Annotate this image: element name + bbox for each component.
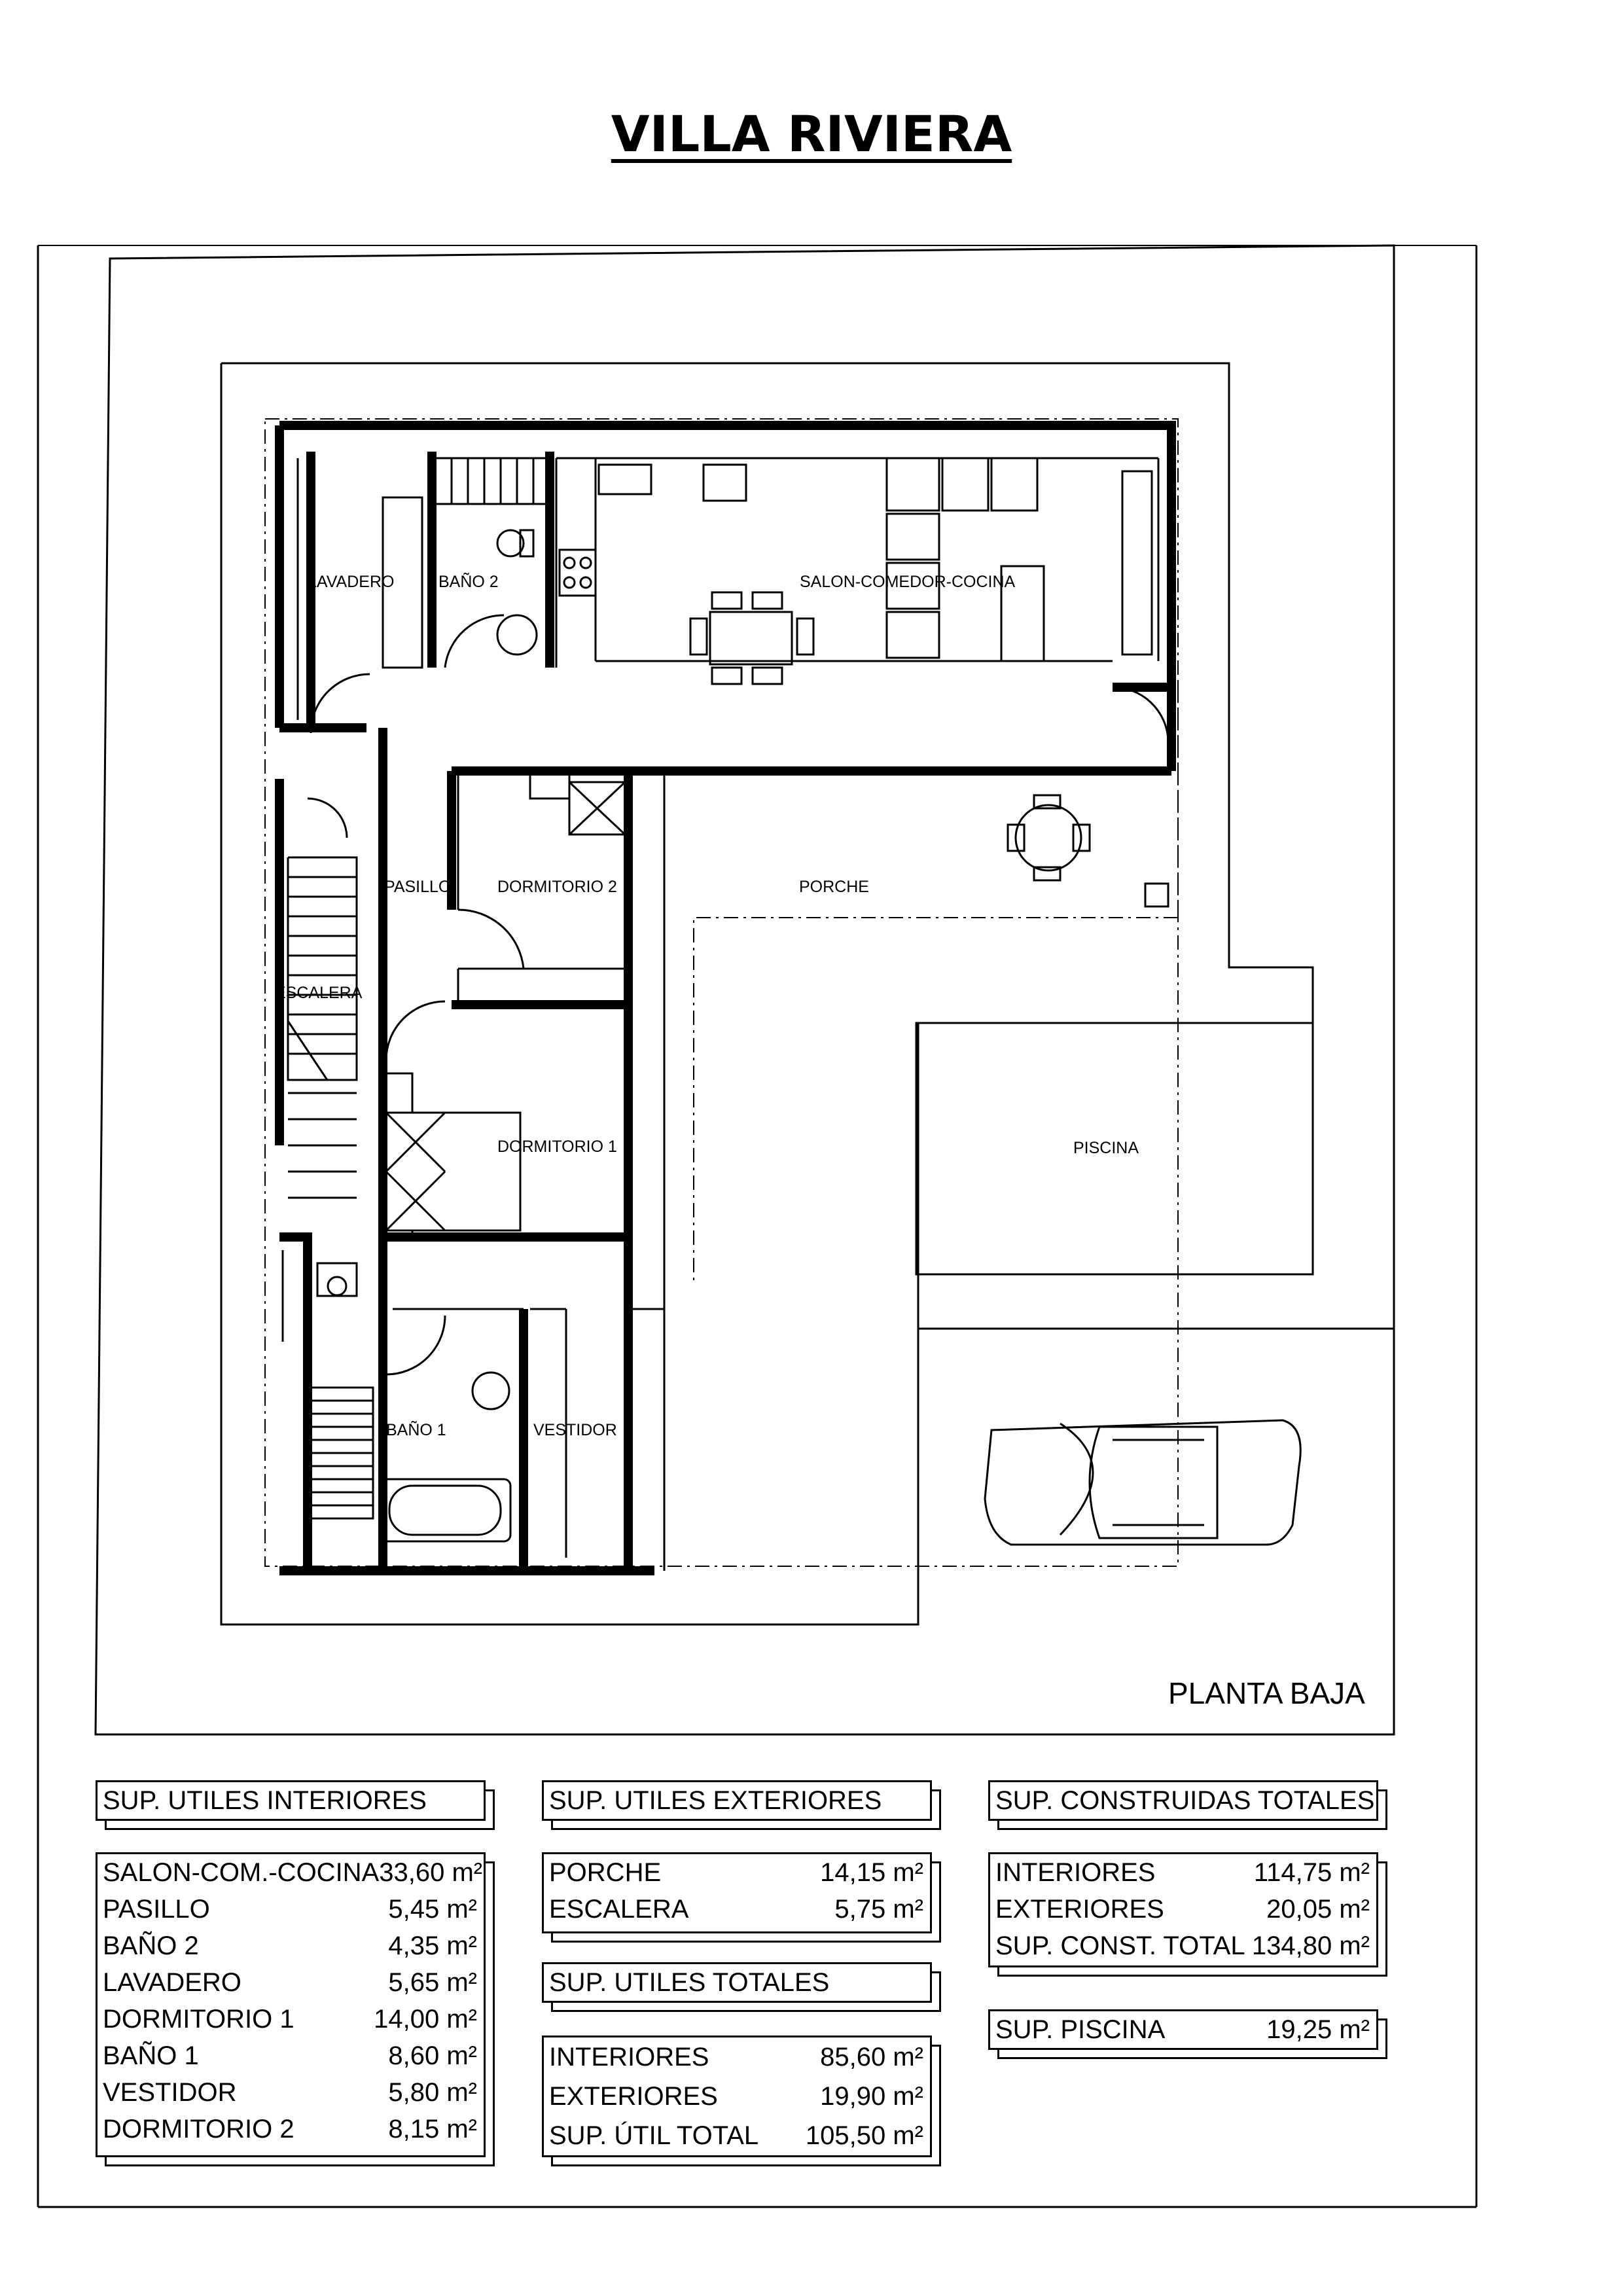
sup-utiles-totales-header: [542, 1962, 932, 2003]
room-label-piscina: PISCINA: [1073, 1139, 1139, 1157]
table-row: [98, 1964, 484, 2001]
table-row: [98, 1854, 484, 1891]
table-row: [98, 1928, 484, 1964]
sup-utiles-exteriores-table: [542, 1852, 932, 1933]
row-label: BAÑO 2: [103, 1931, 199, 1960]
row-label: EXTERIORES: [549, 2082, 718, 2111]
room-label-bano1: BAÑO 1: [386, 1421, 446, 1439]
floor-label: PLANTA BAJA: [1168, 1676, 1365, 1710]
table-header: SUP. UTILES EXTERIORES: [549, 1786, 882, 1815]
table-header: SUP. UTILES INTERIORES: [103, 1786, 427, 1815]
row-label: SUP. ÚTIL TOTAL: [549, 2121, 759, 2150]
table-row: [544, 2037, 930, 2077]
row-value: 85,60 m²: [820, 2043, 923, 2072]
room-label-pasillo: PASILLO: [384, 878, 452, 896]
sup-utiles-interiores-header: [96, 1780, 486, 1821]
sup-utiles-interiores-table: [96, 1852, 486, 2157]
sup-construidas-totales-table: [988, 1852, 1378, 1967]
row-value: 5,45 m²: [388, 1895, 477, 1924]
row-value: 20,05 m²: [1266, 1895, 1370, 1924]
table-header: SUP. CONSTRUIDAS TOTALES: [995, 1786, 1375, 1815]
row-label: BAÑO 1: [103, 2041, 199, 2070]
room-label-escalera: ESCALERA: [275, 984, 363, 1002]
row-label: SUP. CONST. TOTAL: [995, 1931, 1245, 1960]
room-label-porche: PORCHE: [799, 878, 869, 896]
row-label: LAVADERO: [103, 1968, 241, 1997]
page-title: VILLA RIVIERA: [611, 105, 1012, 163]
table-header: SUP. UTILES TOTALES: [549, 1968, 830, 1997]
table-row: [98, 2001, 484, 2037]
row-value: 8,60 m²: [388, 2041, 477, 2070]
row-value: 19,90 m²: [820, 2082, 923, 2111]
table-row: [98, 2037, 484, 2074]
row-value: 105,50 m²: [805, 2121, 923, 2150]
row-label: EXTERIORES: [995, 1895, 1164, 1924]
table-row: [544, 1854, 930, 1891]
row-value: 5,80 m²: [388, 2078, 477, 2107]
table-row: [98, 2111, 484, 2147]
row-value: 114,75 m²: [1253, 1858, 1370, 1887]
room-label-dormitorio1: DORMITORIO 1: [497, 1138, 617, 1156]
sup-utiles-totales-table: [542, 2036, 932, 2157]
table-row: [544, 2116, 930, 2155]
row-value: 14,15 m²: [820, 1858, 923, 1887]
table-row: [544, 2077, 930, 2116]
row-label: INTERIORES: [995, 1858, 1156, 1887]
room-label-vestidor: VESTIDOR: [533, 1421, 617, 1439]
row-value: 134,80 m²: [1251, 1931, 1370, 1960]
table-row: [990, 1854, 1376, 1891]
table-row: [990, 1891, 1376, 1928]
row-label: PORCHE: [549, 1858, 662, 1887]
sup-construidas-totales-header: [988, 1780, 1378, 1821]
table-row: [990, 2011, 1376, 2048]
row-label: DORMITORIO 1: [103, 2005, 294, 2034]
row-label: PASILLO: [103, 1895, 210, 1924]
table-row: [98, 2074, 484, 2111]
row-label: VESTIDOR: [103, 2078, 237, 2107]
table-row: [98, 1891, 484, 1928]
row-label: SUP. PISCINA: [995, 2015, 1166, 2044]
row-value: 14,00 m²: [374, 2005, 477, 2034]
row-label: DORMITORIO 2: [103, 2115, 294, 2144]
row-value: 5,65 m²: [388, 1968, 477, 1997]
room-label-bano2: BAÑO 2: [438, 573, 499, 591]
sup-utiles-exteriores-header: [542, 1780, 932, 1821]
row-label: INTERIORES: [549, 2043, 709, 2072]
row-label: ESCALERA: [549, 1895, 689, 1924]
room-label-dormitorio2: DORMITORIO 2: [497, 878, 617, 896]
room-label-lavadero: LAVADERO: [308, 573, 395, 591]
row-value: 33,60 m²: [379, 1858, 483, 1887]
table-row: [544, 1891, 930, 1928]
sup-piscina-box: [988, 2009, 1378, 2050]
table-row: [990, 1928, 1376, 1964]
row-value: 5,75 m²: [834, 1895, 923, 1924]
room-label-salon: SALON-COMEDOR-COCINA: [800, 573, 1016, 591]
row-value: 4,35 m²: [388, 1931, 477, 1960]
row-value: 8,15 m²: [388, 2115, 477, 2144]
row-value: 19,25 m²: [1266, 2015, 1370, 2044]
row-label: SALON-COM.-COCINA: [103, 1858, 380, 1887]
